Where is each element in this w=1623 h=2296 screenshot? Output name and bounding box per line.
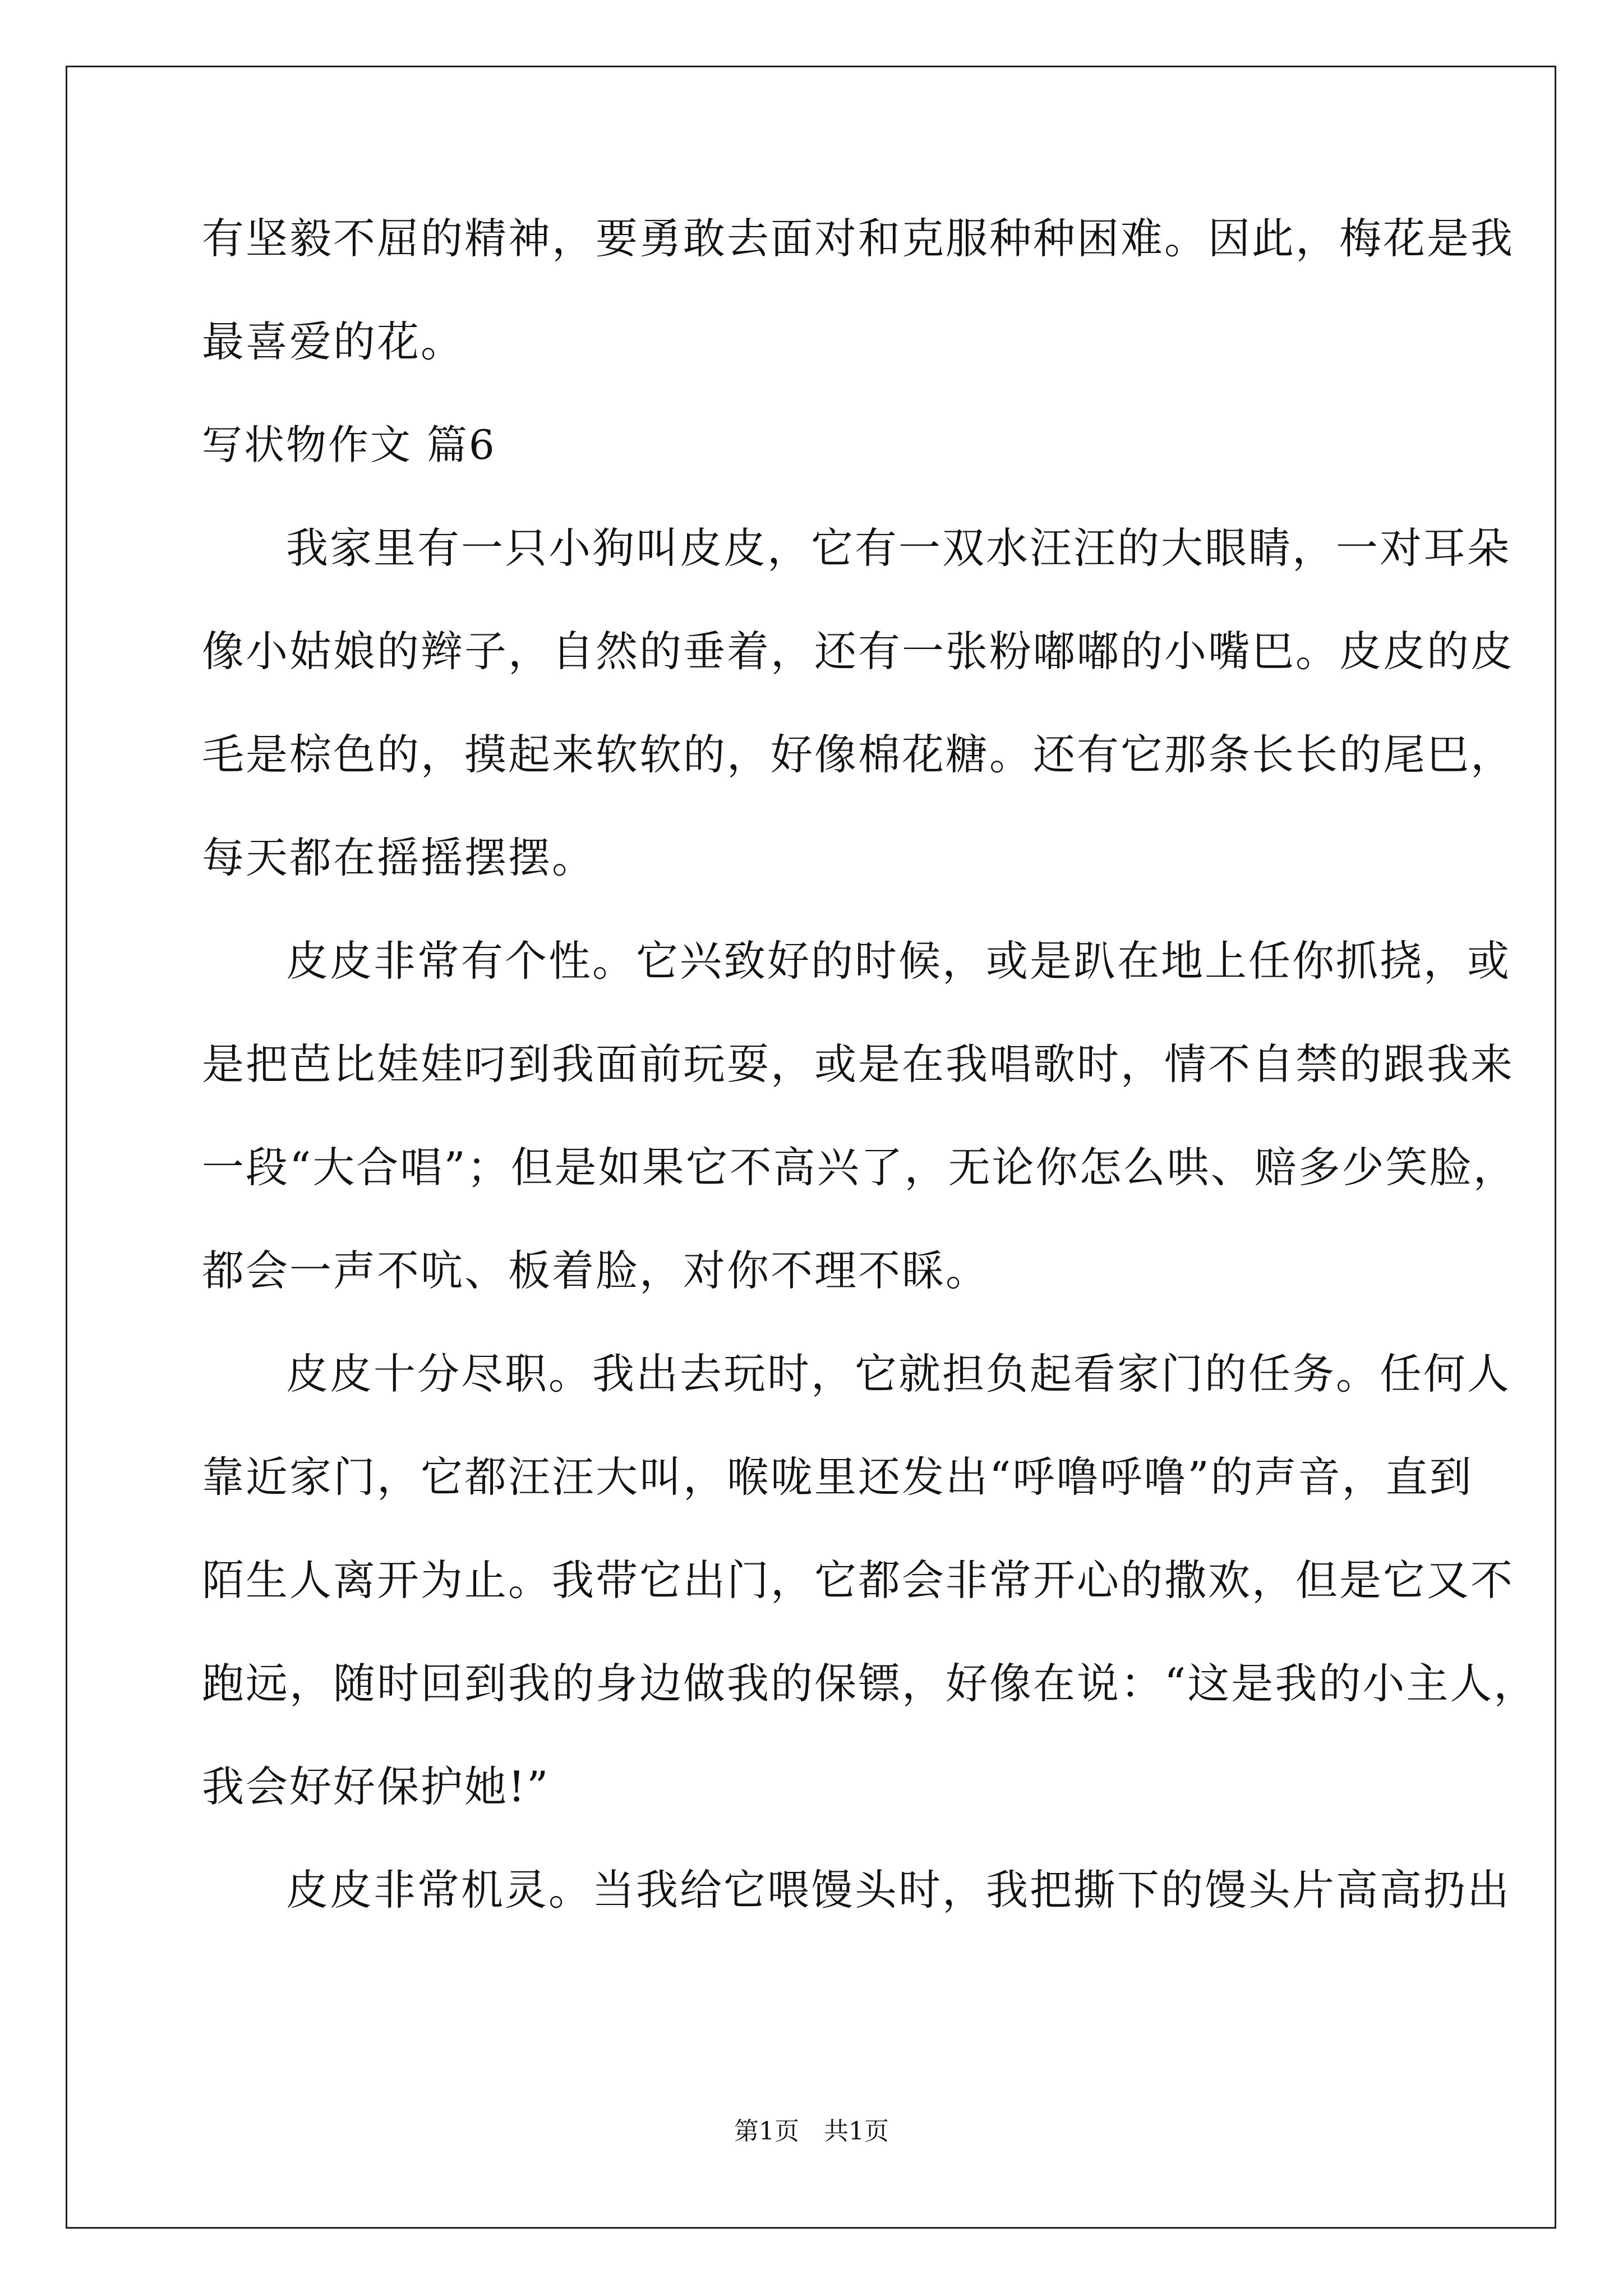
section-heading: 写状物作文 篇6 bbox=[202, 421, 496, 468]
paragraph-first-line: 皮皮非常机灵。当我给它喂馒头时，我把撕下的馒头片高高扔出 bbox=[286, 1865, 1511, 1915]
text-line: 陌生人离开为止。我带它出门，它都会非常开心的撒欢，但是它又不 bbox=[202, 1556, 1515, 1605]
text-line: 每天都在摇摇摆摆。 bbox=[202, 833, 596, 882]
text-line: 毛是棕色的，摸起来软软的，好像棉花糖。还有它那条长长的尾巴， bbox=[202, 730, 1515, 779]
text-line: 像小姑娘的辫子，自然的垂着，还有一张粉嘟嘟的小嘴巴。皮皮的皮 bbox=[202, 627, 1515, 676]
text-line: 都会一声不吭、板着脸，对你不理不睬。 bbox=[202, 1246, 990, 1295]
paragraph-first-line: 皮皮十分尽职。我出去玩时，它就担负起看家门的任务。任何人 bbox=[286, 1349, 1511, 1398]
text-line: 一段“大合唱”；但是如果它不高兴了，无论你怎么哄、赔多少笑脸， bbox=[202, 1143, 1517, 1192]
paragraph-first-line: 我家里有一只小狗叫皮皮，它有一双水汪汪的大眼睛，一对耳朵 bbox=[286, 523, 1511, 573]
text-line: 我会好好保护她!” bbox=[202, 1762, 550, 1811]
text-line: 靠近家门，它都汪汪大叫，喉咙里还发出“呼噜呼噜”的声音，直到 bbox=[202, 1452, 1473, 1502]
page-number-footer: 第1页 共1页 bbox=[734, 2117, 889, 2146]
text-line: 跑远，随时回到我的身边做我的保镖，好像在说：“这是我的小主人， bbox=[202, 1659, 1538, 1708]
paragraph-first-line: 皮皮非常有个性。它兴致好的时候，或是趴在地上任你抓挠，或 bbox=[286, 936, 1511, 986]
text-line: 是把芭比娃娃叼到我面前玩耍，或是在我唱歌时，情不自禁的跟我来 bbox=[202, 1039, 1515, 1089]
text-line: 有坚毅不屈的精神，要勇敢去面对和克服种种困难。因此，梅花是我 bbox=[202, 214, 1515, 263]
text-line: 最喜爱的花。 bbox=[202, 317, 465, 366]
